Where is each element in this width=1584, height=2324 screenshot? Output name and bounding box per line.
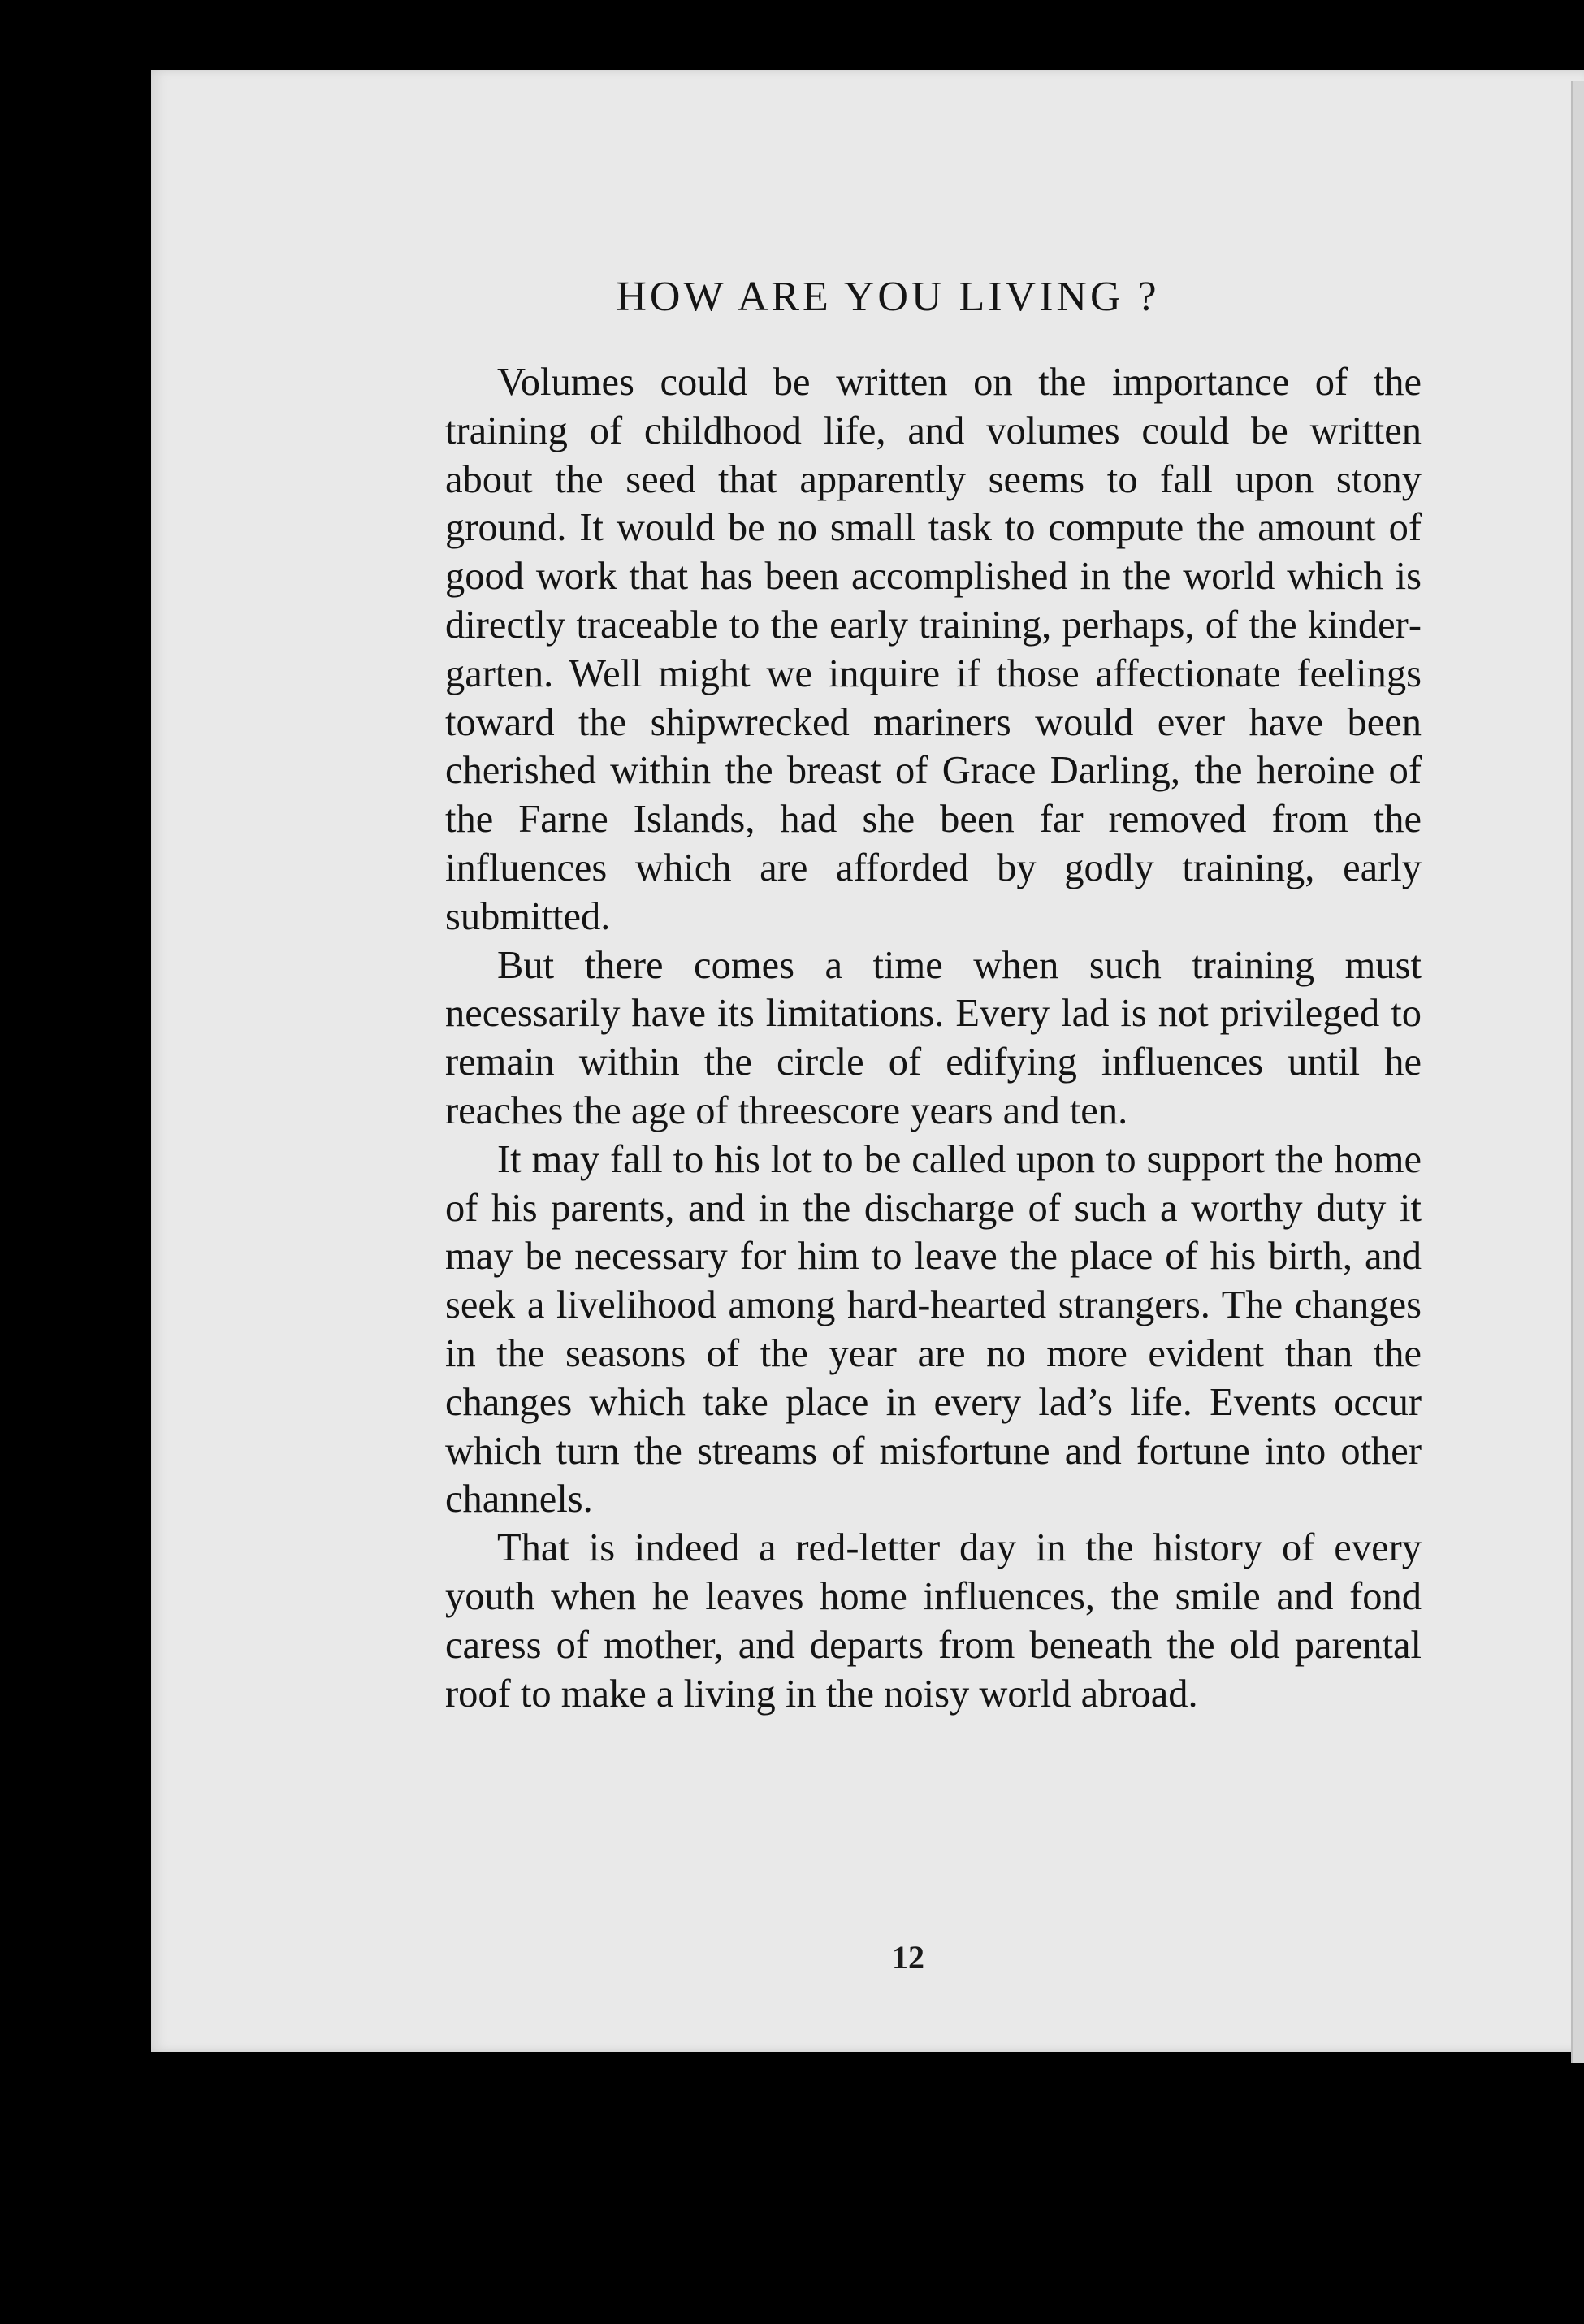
running-head: HOW ARE YOU LIVING ? (616, 274, 1160, 320)
page-number: 12 (892, 1939, 924, 1976)
body-text (445, 358, 1422, 1718)
paragraph: Volumes could be written on the importance of the training of childhood life, and volumes could be written about the seed that apparently seems to fall upon stony ground. It would be no small task to compute the amount of good work that has been accomplished in the world which is directly traceable to the early training, perhaps, of the kindergarten. Well might we inquire if those affectionate feelings toward the shipwrecked mariners would ever have been cherished within the breast of Grace Darling, the heroine of the Farne Islands, had she been far removed from the influences which are afforded by godly training, early submitted. (445, 361, 1422, 938)
page-edge (1571, 81, 1584, 2063)
paragraph: But there comes a time when such training must necessarily have its limitations. Every lad is not privileged to remain within the circle of edifying influences until he reaches the age of threescore years and ten. (445, 943, 1422, 1132)
paragraph: That is indeed a red-letter day in the history of every youth when he leaves home influences, the smile and fond caress of mother, and departs from beneath the old parental roof to make a living in the noisy world abroad. (445, 1526, 1422, 1716)
book-page (151, 70, 1584, 2052)
paragraph: It may fall to his lot to be called upon to support the home of his parents, and in the discharge of such a worthy duty it may be necessary for him to leave the place of his birth, and seek a livelihood among hard-hearted strangers. The changes in the seasons of the year are no more evident than the changes which take place in every lad’s life. Events occur which turn the streams of misfortune and fortune into other channels. (445, 1137, 1422, 1521)
